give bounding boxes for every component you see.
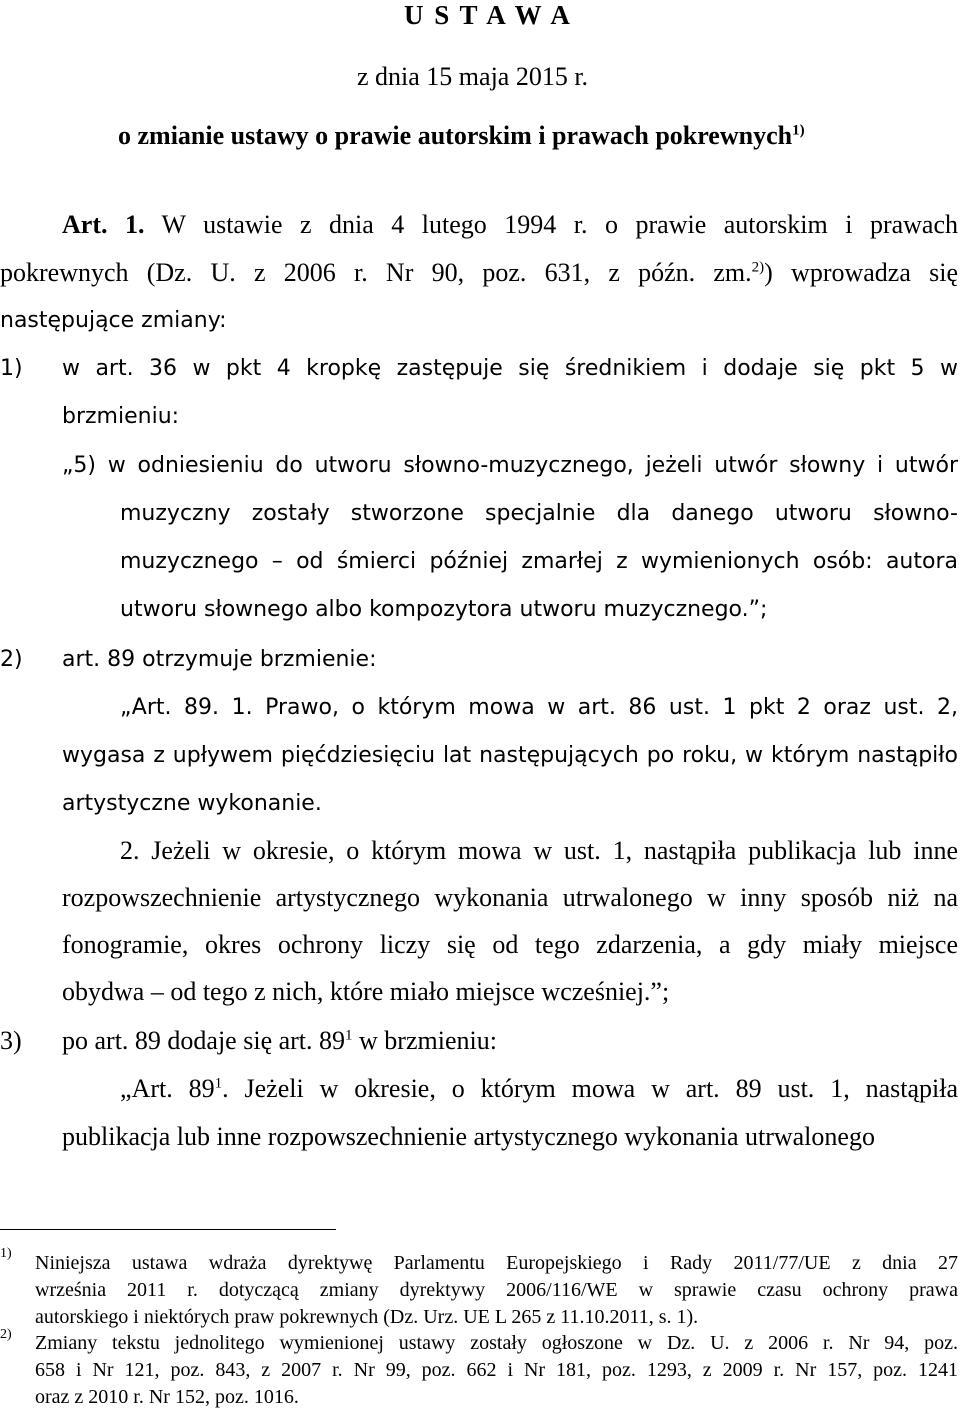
act-subject (118, 121, 805, 151)
footnote-2-line2: 658 i Nr 121, poz. 843, z 2007 r. Nr 99, poz. 662 i Nr 181, poz. 1293, z 2009 r. Nr 157, poz. 1241 (35, 1359, 958, 1381)
footnote-ref-2: 2) (751, 259, 765, 276)
item1-quote-line3: muzycznego – od śmierci później zmarłej z wymienionych osób: autora (120, 549, 958, 574)
footnote-2-line3: oraz z 2010 r. Nr 152, poz. 1016. (35, 1386, 299, 1408)
act-title: U S T A W A (404, 0, 572, 30)
item2-para2-line4: obydwa – od tego z nich, które miało miejsce wcześniej.”; (62, 977, 670, 1006)
art1-line3: następujące zmiany: (0, 308, 227, 333)
item3-line1a: po art. 89 dodaje się art. 89 (62, 1026, 346, 1055)
item1-line1: w art. 36 w pkt 4 kropkę zastępuje się średnikiem i dodaje się pkt 5 w (62, 356, 958, 381)
item1-number: 1) (0, 356, 23, 381)
art1-label: Art. 1. (62, 210, 145, 239)
item2-para1-line2: wygasa z upływem pięćdziesięciu lat następujących po roku, w którym nastąpiło (62, 743, 958, 768)
footnote-1-line3: autorskiego i niektórych praw pokrewnych (Dz. Urz. UE L 265 z 11.10.2011, s. 1). (35, 1306, 699, 1328)
item3-quote-line1 (120, 1074, 958, 1104)
act-subject-text: o zmianie ustawy o prawie autorskim i prawach pokrewnych (118, 121, 793, 150)
item3-q-line1-sup: 1 (214, 1075, 223, 1092)
footnote-1-mark: 1) (0, 1246, 12, 1261)
item2-para2-line2: rozpowszechnienie artystycznego wykonania utrwalonego w inny sposób niż na (62, 883, 958, 912)
item2-para1-line3: artystyczne wykonanie. (62, 791, 322, 816)
footnote-ref-1: 1) (792, 122, 805, 139)
item2-para2-line3: fonogramie, okres ochrony liczy się od tego zdarzenia, a gdy miały miejsce (62, 930, 958, 959)
footnote-separator (0, 1229, 336, 1230)
item3-q-line1b: . Jeżeli w okresie, o którym mowa w art. 89 ust. 1, nastąpiła (222, 1074, 959, 1103)
footnote-2-mark: 2) (0, 1327, 12, 1342)
act-date: z dnia 15 maja 2015 r. (357, 62, 589, 91)
item3-q-line1a: „Art. 89 (120, 1074, 215, 1103)
item3-line1b: w brzmieniu: (352, 1026, 497, 1055)
footnote-1-line2: września 2011 r. dotyczącą zmiany dyrektywy 2006/116/WE w sprawie czasu ochrony prawa (35, 1279, 958, 1301)
item2-line1: art. 89 otrzymuje brzmienie: (62, 647, 377, 672)
item2-para1-line1: „Art. 89. 1. Prawo, o którym mowa w art. 86 ust. 1 pkt 2 oraz ust. 2, (120, 695, 958, 720)
item1-quote-line4: utworu słownego albo kompozytora utworu muzycznego.”; (120, 597, 768, 622)
item3-line1 (62, 1026, 497, 1056)
art1-line1-text: W ustawie z dnia 4 lutego 1994 r. o prawie autorskim i prawach (161, 210, 958, 239)
item3-quote-line2: publikacja lub inne rozpowszechnienie artystycznego wykonania utrwalonego (62, 1122, 875, 1151)
footnote-1-line1: Niniejsza ustawa wdraża dyrektywę Parlamentu Europejskiego i Rady 2011/77/UE z dnia 27 (35, 1252, 958, 1274)
item3-number: 3) (0, 1026, 22, 1055)
art1-line2 (0, 258, 958, 288)
item2-para2-line1: 2. Jeżeli w okresie, o którym mowa w ust. 1, nastąpiła publikacja lub inne (120, 836, 958, 865)
art1-line1 (62, 210, 958, 240)
art1-line2b: ) wprowadza się (764, 258, 958, 287)
art1-line2a: pokrewnych (Dz. U. z 2006 r. Nr 90, poz. 631, z późn. zm. (0, 258, 752, 287)
item1-quote-line1: „5) w odniesieniu do utworu słowno-muzycznego, jeżeli utwór słowny i utwór (62, 453, 958, 478)
item1-line2: brzmieniu: (62, 404, 180, 429)
footnote-2-line1: Zmiany tekstu jednolitego wymienionej ustawy zostały ogłoszone w Dz. U. z 2006 r. Nr 94, poz. (35, 1332, 958, 1354)
item2-number: 2) (0, 647, 23, 672)
item1-quote-line2: muzyczny zostały stworzone specjalnie dla danego utworu słowno- (120, 501, 958, 526)
item3-line1-sup: 1 (345, 1027, 353, 1044)
